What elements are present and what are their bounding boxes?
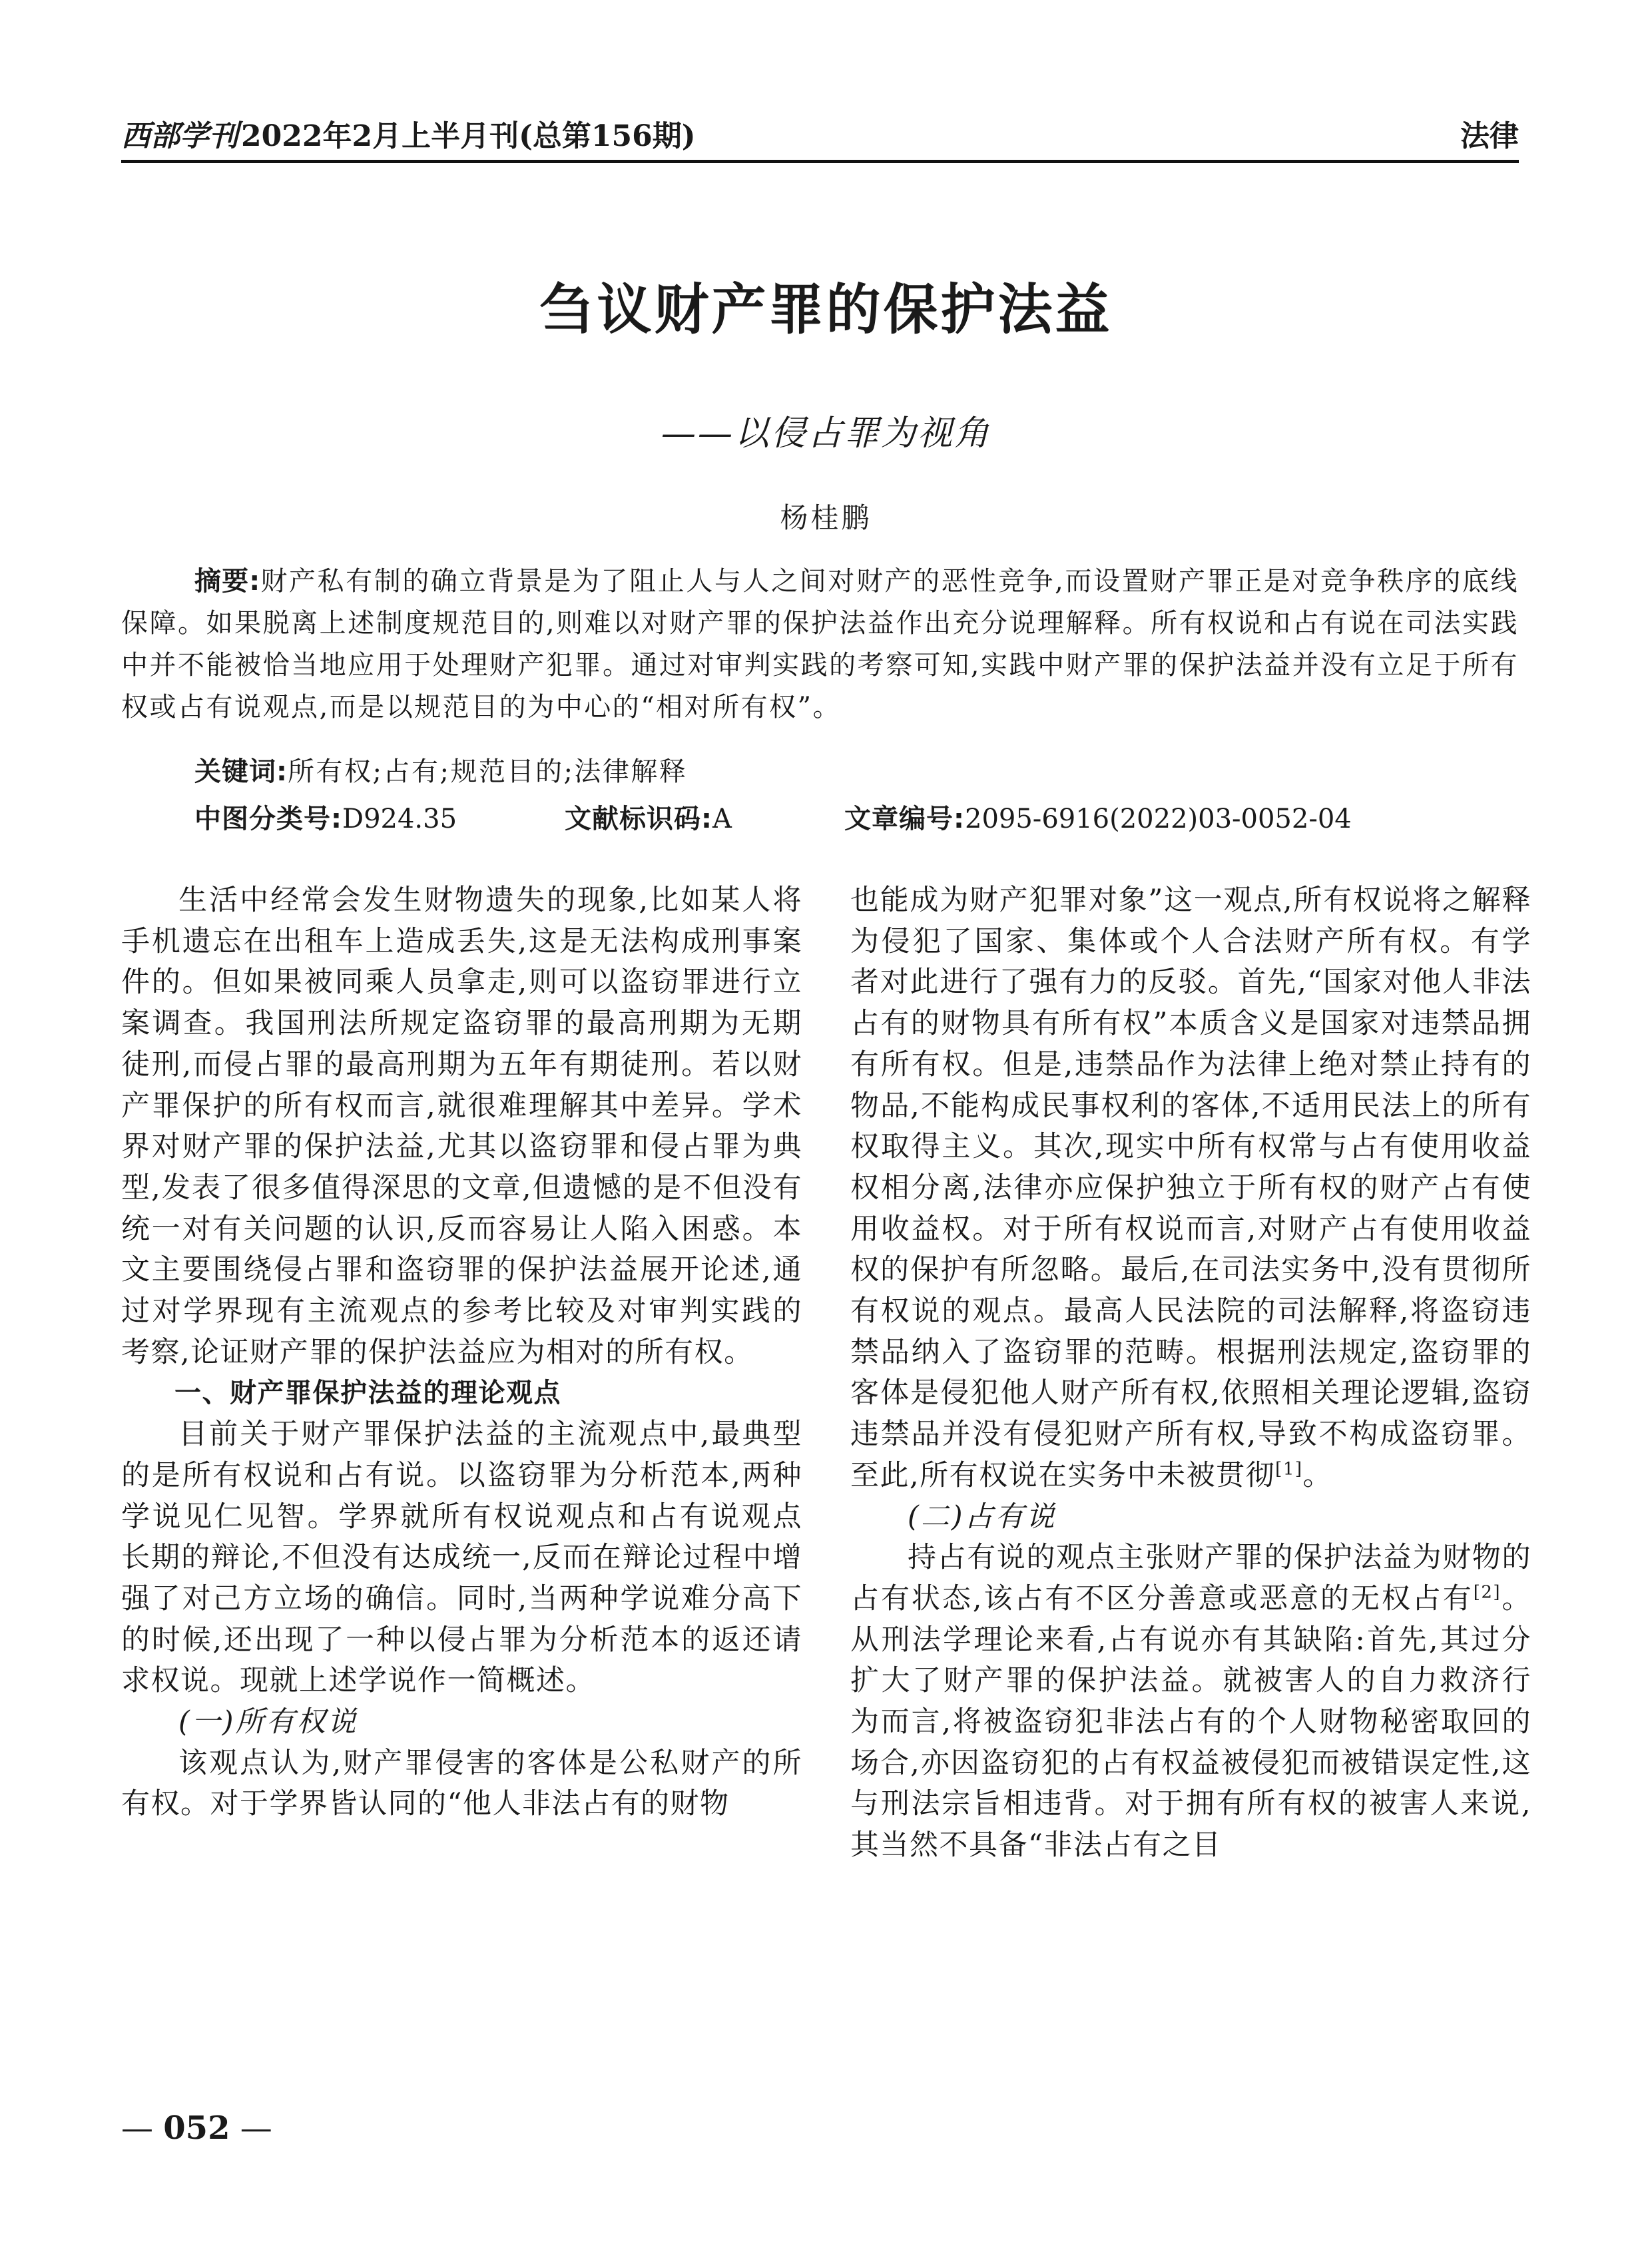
section-label: 法律: [1460, 119, 1519, 153]
author-name: 杨桂鹏: [780, 501, 872, 534]
abstract-text: 财产私有制的确立背景是为了阻止人与人之间对财产的恶性竞争,而设置财产罪正是对竞争秩序的底线保障。如果脱离上述制度规范目的,则难以对财产罪的保护法益作出充分说理解释。所有权说和占有说在司法实践中并不能被恰当地应用于处理财产犯罪。通过对审判实践的考察可知,实践中财产罪的保护法益并没有立足于所有权或占有说观点,而是以规范目的为中心的“相对所有权”。: [121, 566, 1519, 722]
body-column-right: [850, 880, 1531, 1866]
journal-logo: 西部学刊: [121, 119, 238, 153]
subsection-heading-ownership: (一)所有权说: [178, 1705, 358, 1739]
citation-1: [1]: [1275, 1459, 1303, 1480]
page-number: — 052 —: [121, 2109, 272, 2147]
section-heading-1: 一、财产罪保护法益的理论观点: [174, 1378, 561, 1409]
abstract-label: 摘要: [194, 566, 250, 597]
running-header: [121, 112, 1519, 158]
keywords-label: 关键词: [194, 756, 276, 787]
keywords: 关键词:所有权;占有;规范目的;法律解释: [194, 756, 688, 787]
document-code: 文献标识码:A: [565, 804, 732, 834]
article-subtitle: ——以侵占罪为视角: [661, 414, 991, 453]
header-rule: [121, 160, 1519, 163]
article-title: 刍议财产罪的保护法益: [539, 278, 1113, 342]
abstract: 摘要:财产私有制的确立背景是为了阻止人与人之间对财产的恶性竞争,而设置财产罪正是对竞争秩序的底线保障。如果脱离上述制度规范目的,则难以对财产罪的保护法益作出充分说理解释。所有权说和占有说在司法实践中并不能被恰当地应用于处理财产犯罪。通过对审判实践的考察可知,实践中财产罪的保护法益并没有立足于所有权或占有说观点,而是以规范目的为中心的“相对所有权”。: [121, 566, 1519, 722]
paragraph-intro: 生活中经常会发生财物遗失的现象,比如某人将手机遗忘在出租车上造成丢失,这是无法构成刑事案件的。但如果被同乘人员拿走,则可以盗窃罪进行立案调查。我国刑法所规定盗窃罪的最高刑期为无期徒刑,而侵占罪的最高刑期为五年有期徒刑。若以财产罪保护的所有权而言,就很难理解其中差异。学术界对财产罪的保护法益,尤其以盗窃罪和侵占罪为典型,发表了很多值得深思的文章,但遗憾的是不但没有统一对有关问题的认识,反而容易让人陷入困惑。本文主要围绕侵占罪和盗窃罪的保护法益展开论述,通过对学界现有主流观点的参考比较及对审判实践的考察,论证财产罪的保护法益应为相对的所有权。: [121, 884, 802, 1369]
subsection-heading-possession: (二)占有说: [908, 1500, 1057, 1534]
header-journal-issue: [121, 112, 696, 154]
paragraph-theories: 目前关于财产罪保护法益的主流观点中,最典型的是所有权说和占有说。以盗窃罪为分析范本,两种学说见仁见智。学界就所有权说观点和占有说观点长期的辩论,不但没有达成统一,反而在辩论过程中增强了对己方立场的确信。同时,当两种学说难分高下的时候,还出现了一种以侵占罪为分析范本的返还请求权说。现就上述学说作一简概述。: [121, 1418, 802, 1698]
paragraph-ownership: 该观点认为,财产罪侵害的客体是公私财产的所有权。对于学界皆认同的“他人非法占有的财物: [121, 1746, 802, 1821]
clc-number: 中图分类号:D924.35: [194, 804, 457, 834]
keywords-text: 所有权;占有;规范目的;法律解释: [288, 756, 688, 787]
body-column-left: [121, 880, 802, 1825]
citation-2: [2]: [1473, 1582, 1502, 1603]
paragraph-possession: 持占有说的观点主张财产罪的保护法益为财物的占有状态,该占有不区分善意或恶意的无权占有[2]。从刑法学理论来看,占有说亦有其缺陷:首先,其过分扩大了财产罪的保护法益。就被害人的自力救济行为而言,将被盗窃犯非法占有的个人财物秘密取回的场合,亦因盗窃犯的占有权益被侵犯而被错误定性,这与刑法宗旨相违背。对于拥有所有权的被害人来说,其当然不具备“非法占有之目: [850, 1541, 1532, 1862]
paragraph-ownership-continued: 也能成为财产犯罪对象”这一观点,所有权说将之解释为侵犯了国家、集体或个人合法财产所有权。有学者对此进行了强有力的反驳。首先,“国家对他人非法占有的财物具有所有权”本质含义是国家对违禁品拥有所有权。但是,违禁品作为法律上绝对禁止持有的物品,不能构成民事权利的客体,不适用民法上的所有权取得主义。其次,现实中所有权常与占有使用收益权相分离,法律亦应保护独立于所有权的财产占有使用收益权。对于所有权说而言,对财产占有使用收益权的保护有所忽略。最后,在司法实务中,没有贯彻所有权说的观点。最高人民法院的司法解释,将盗窃违禁品纳入了盗窃罪的范畴。根据刑法规定,盗窃罪的客体是侵犯他人财产所有权,依照相关理论逻辑,盗窃违禁品并没有侵犯财产所有权,导致不构成盗窃罪。至此,所有权说在实务中未被贯彻[1]。: [850, 884, 1531, 1492]
article-number: 文章编号:2095-6916(2022)03-0052-04: [844, 804, 1352, 834]
issue-info: 2022年2月上半月刊(总第156期): [241, 119, 696, 153]
